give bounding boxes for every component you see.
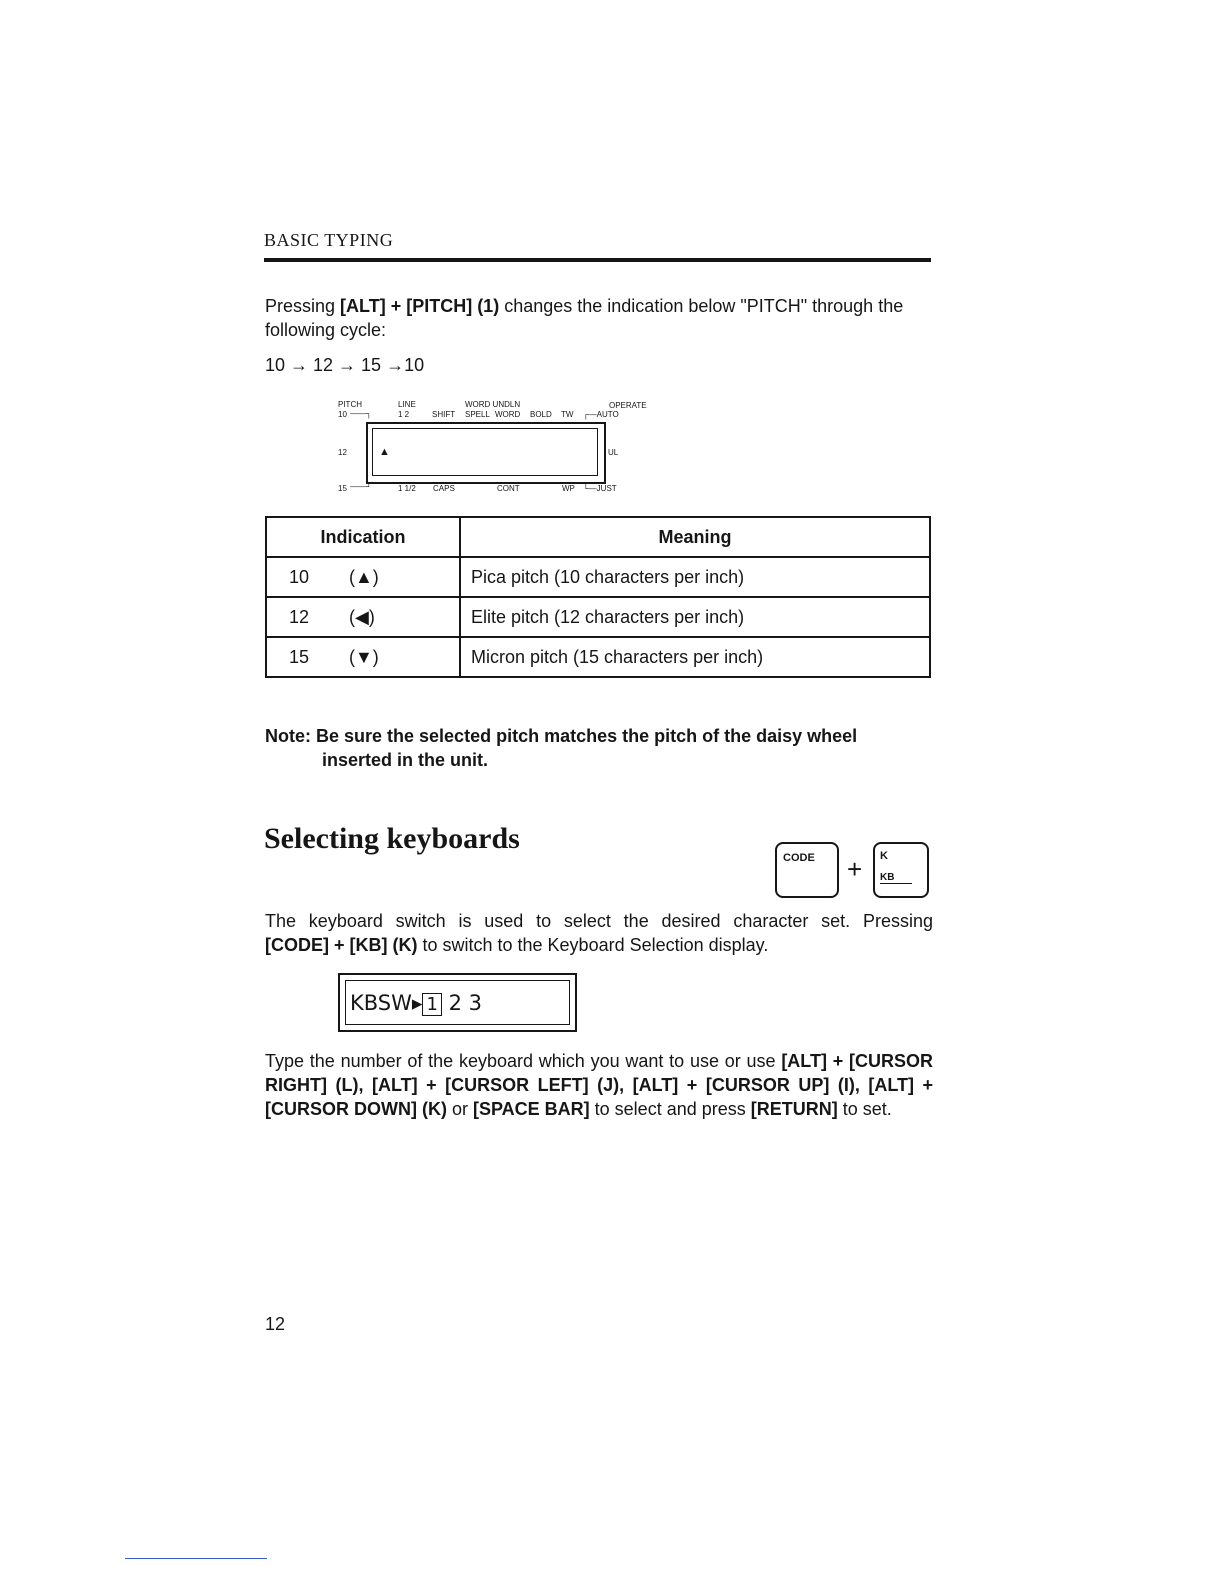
indication-symbol: (▲) (349, 566, 379, 587)
instruction-paragraph (265, 1049, 933, 1121)
panel-label-ul: UL (608, 448, 619, 457)
table-cell-meaning: Pica pitch (10 characters per inch) (460, 557, 930, 597)
indication-number: 12 (289, 606, 310, 627)
instruction-text-1: Type the number of the keyboard which you want to use or use (265, 1051, 782, 1071)
table-row (266, 597, 930, 637)
kb-key-icon (873, 842, 929, 898)
table-header-indication: Indication (266, 517, 460, 557)
panel-label-shift: SHIFT (432, 410, 456, 419)
kb-key-label: KB (880, 872, 912, 884)
panel-label-word-undln: WORD UNDLN (465, 400, 521, 409)
intro-key-combo: [ALT] + [PITCH] (1) (340, 296, 500, 316)
instruction-text-3: to select and press (589, 1099, 751, 1119)
panel-label-cont: CONT (497, 484, 520, 493)
panel-label-line: LINE (398, 400, 416, 409)
table-cell-indication (266, 637, 460, 677)
panel-label-12: 12 (338, 448, 347, 457)
table-cell-indication (266, 597, 460, 637)
panel-label-pitch: PITCH (338, 400, 362, 409)
pitch-indicator-icon: ▲ (379, 446, 390, 458)
indication-number: 10 (289, 566, 310, 587)
panel-arrow-top: ——┐ (350, 409, 372, 418)
instruction-return-key: [RETURN] (750, 1099, 838, 1119)
table-row (266, 557, 930, 597)
plus-sign: + (847, 854, 863, 884)
lcd-selected-keyboard: 1 (422, 993, 441, 1016)
panel-arrow-bottom: ——┘ (350, 482, 372, 491)
panel-label-line-nums: 1 2 (398, 410, 410, 419)
lcd-screen (345, 980, 570, 1025)
header-rule (264, 258, 931, 262)
keyboard-paragraph (265, 909, 933, 957)
footer-line (125, 1558, 267, 1559)
table-cell-indication (266, 557, 460, 597)
table-cell-meaning: Elite pitch (12 characters per inch) (460, 597, 930, 637)
panel-label-15: 15 (338, 484, 347, 493)
pitch-cycle: 10 → 12 → 15 →10 (265, 355, 425, 375)
panel-label-caps: CAPS (433, 484, 455, 493)
code-key-label: CODE (783, 852, 815, 864)
panel-display-frame (366, 422, 606, 484)
pitch-table (265, 516, 931, 678)
panel-label-bold: BOLD (530, 410, 552, 419)
table-header-row (266, 517, 930, 557)
panel-label-word: WORD (495, 410, 521, 419)
keyboard-paragraph-rest: to switch to the Keyboard Selection display. (417, 935, 769, 955)
table-row (266, 637, 930, 677)
section-header: BASIC TYPING (264, 230, 394, 250)
keyboard-key-combo: [CODE] + [KB] (K) (265, 935, 418, 955)
code-key-icon (775, 842, 839, 898)
panel-diagram (330, 396, 670, 496)
instruction-text-2: or (446, 1099, 473, 1119)
keyboard-paragraph-line-2 (265, 933, 933, 957)
panel-label-just: └—JUST (583, 484, 617, 493)
instruction-text-4: to set. (837, 1099, 892, 1119)
note-line-1: Note: Be sure the selected pitch matches the pitch of the daisy wheel (265, 726, 858, 746)
panel-label-tw: TW (561, 410, 574, 419)
lcd-label: KBSW▸ (350, 991, 423, 1015)
note-line-2: inserted in the unit. (322, 750, 489, 770)
instruction-key-combos: [ALT] + [CURSOR RIGHT] (L), [ALT] + [CURSOR LEFT] (J), [ALT] + [CURSOR UP] (I), [ALT] + [CURSOR DOWN] (K) (265, 1051, 934, 1119)
k-key-label: K (880, 850, 888, 862)
panel-label-half: 1 1/2 (398, 484, 416, 493)
intro-paragraph (265, 294, 931, 342)
panel-display (372, 428, 598, 476)
keyboard-selection-display (338, 973, 577, 1032)
panel-label-operate: OPERATE (609, 401, 647, 410)
keyboard-paragraph-line-1: The keyboard switch is used to select the desired character set. Pressing (265, 911, 933, 931)
panel-label-wp: WP (562, 484, 575, 493)
indication-symbol: (▼) (349, 646, 379, 667)
panel-label-auto: ┌—AUTO (583, 410, 619, 419)
intro-text-2: changes the indication below "PITCH" through the following cycle: (265, 296, 904, 340)
key-combo-diagram (775, 842, 935, 902)
panel-label-10: 10 (338, 410, 347, 419)
lcd-text (350, 991, 482, 1015)
pitch-note (265, 724, 935, 772)
indication-number: 15 (289, 646, 310, 667)
intro-text-1: Pressing (265, 296, 341, 316)
table-header-meaning: Meaning (460, 517, 930, 557)
table-cell-meaning: Micron pitch (15 characters per inch) (460, 637, 930, 677)
indication-symbol: (◀) (349, 606, 375, 627)
section-title: Selecting keyboards (264, 822, 520, 855)
panel-label-spell: SPELL (465, 410, 490, 419)
page-number: 12 (265, 1314, 286, 1334)
instruction-space-bar: [SPACE BAR] (472, 1099, 590, 1119)
lcd-other-keyboards: 2 3 (441, 991, 482, 1015)
